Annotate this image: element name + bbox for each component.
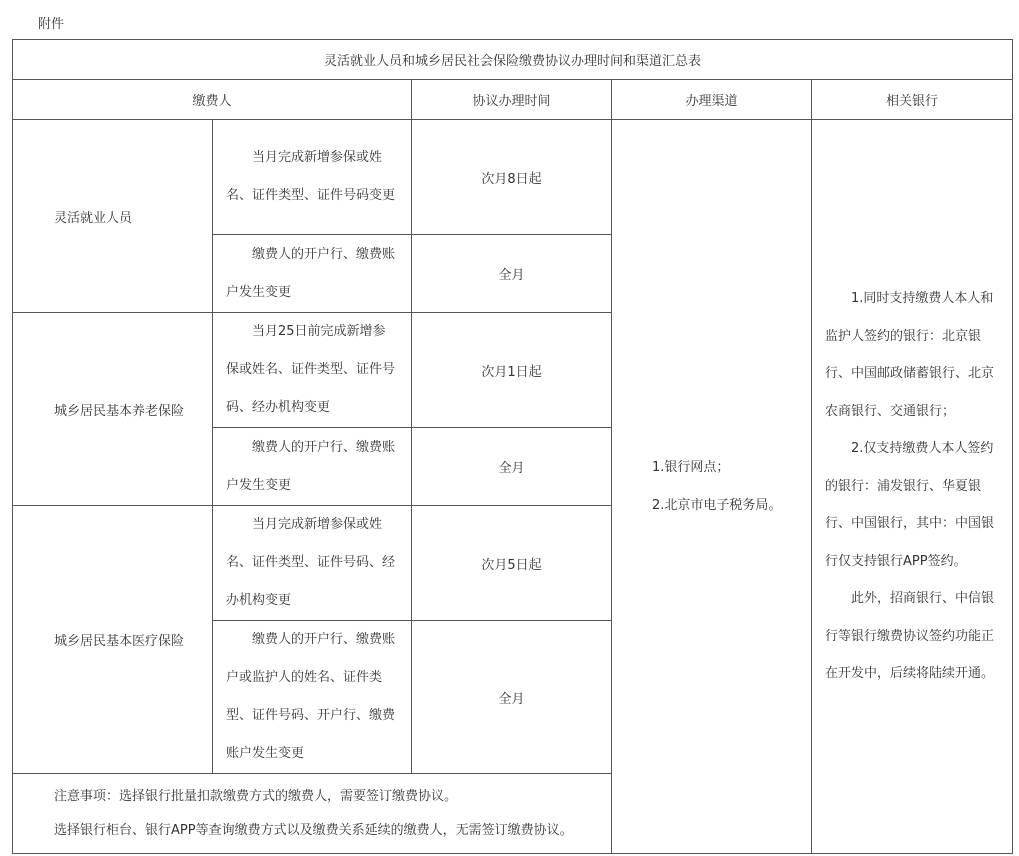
banks-cell xyxy=(812,120,1013,854)
channels-cell xyxy=(612,120,812,854)
banks-paragraph: 此外，招商银行、中信银行等银行缴费协议签约功能正在开发中，后续将陆续开通。 xyxy=(825,591,995,682)
header-channel: 办理渠道 xyxy=(612,80,812,120)
notes-cell xyxy=(13,774,1013,854)
condition-cell: 缴费人的开户行、缴费账户发生变更 xyxy=(213,235,412,313)
condition-cell: 当月25日前完成新增参保或姓名、证件类型、证件号码、经办机构变更 xyxy=(213,313,412,428)
time-cell: 全月 xyxy=(412,621,612,774)
condition-cell: 缴费人的开户行、缴费账户或监护人的姓名、证件类型、证件号码、开户行、缴费账户发生变更 xyxy=(213,621,412,774)
header-banks: 相关银行 xyxy=(812,80,1013,120)
time-cell: 全月 xyxy=(412,428,612,506)
payer-type: 城乡居民基本医疗保险 xyxy=(13,506,213,774)
condition-cell: 缴费人的开户行、缴费账户发生变更 xyxy=(213,428,412,506)
payer-type: 灵活就业人员 xyxy=(13,120,213,313)
table-row xyxy=(13,120,1013,235)
condition-cell: 当月完成新增参保或姓名、证件类型、证件号码、经办机构变更 xyxy=(213,506,412,621)
attachment-label: 附件 xyxy=(38,17,65,32)
payer-type: 城乡居民基本养老保险 xyxy=(13,313,213,506)
time-cell: 全月 xyxy=(412,235,612,313)
notes-row xyxy=(13,774,1013,854)
table-title: 灵活就业人员和城乡居民社会保险缴费协议办理时间和渠道汇总表 xyxy=(13,40,1013,80)
summary-table xyxy=(12,39,1013,854)
banks-paragraph: 1.同时支持缴费人本人和监护人签约的银行：北京银行、中国邮政储蓄银行、北京农商银行、交通银行； xyxy=(825,291,995,419)
time-cell: 次月1日起 xyxy=(412,313,612,428)
header-time: 协议办理时间 xyxy=(412,80,612,120)
note-line: 选择银行柜台、银行APP等查询缴费方式以及缴费关系延续的缴费人，无需签订缴费协议。 xyxy=(54,822,573,838)
note-line: 注意事项：选择银行批量扣款缴费方式的缴费人，需要签订缴费协议。 xyxy=(54,788,458,804)
channel-item: 2.北京市电子税务局。 xyxy=(652,497,782,513)
time-cell: 次月8日起 xyxy=(412,120,612,235)
condition-cell: 当月完成新增参保或姓名、证件类型、证件号码变更 xyxy=(213,120,412,235)
banks-paragraph: 2.仅支持缴费人本人签约的银行：浦发银行、华夏银行、中国银行，其中：中国银行仅支持银行APP签约。 xyxy=(825,441,995,569)
header-payer: 缴费人 xyxy=(13,80,412,120)
time-cell: 次月5日起 xyxy=(412,506,612,621)
channel-item: 1.银行网点； xyxy=(652,459,730,475)
